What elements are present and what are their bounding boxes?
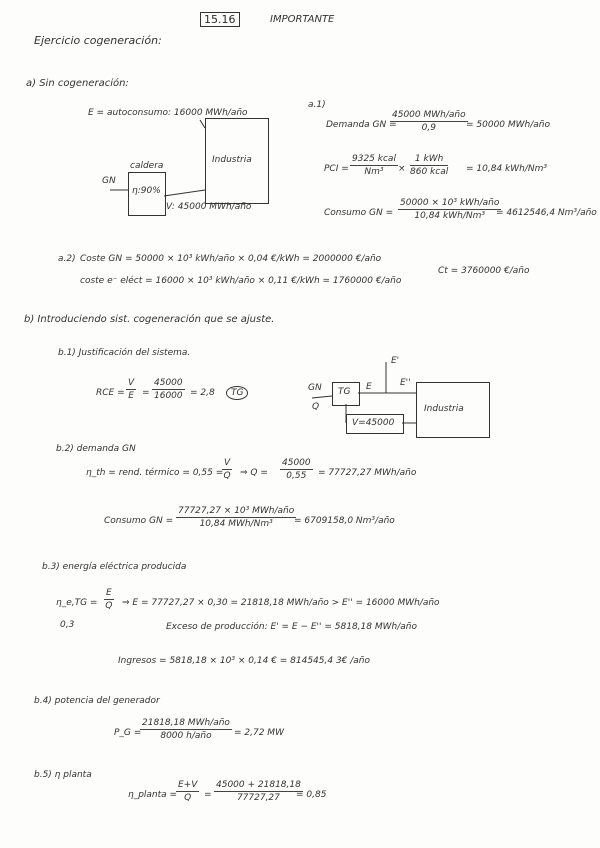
b4-label: b.4) potencia del generador [34,696,160,706]
industry-label-b: Industria [424,404,464,414]
electricity-cost: coste e⁻ eléct = 16000 × 10³ kWh/año × 0,11 €/kWh = 1760000 €/año [80,276,402,286]
gn-demand-num: 45000 MWh/año [392,110,466,120]
thermal-num-1: V [224,458,231,468]
heat-label-b: V=45000 [352,418,395,428]
consumption-den-a: 10,84 kWh/Nm³ [414,211,485,221]
consumption-den-b: 10,84 MWh/Nm³ [199,519,273,529]
electric-efficiency-value: 0,3 [60,620,75,630]
header-tag: IMPORTANTE [270,14,335,25]
exercise-title: Ejercicio cogeneración: [34,34,162,47]
section-b-heading: b) Introduciendo sist. cogeneración que se ajuste. [24,314,275,325]
consumption-lhs-a: Consumo GN = [324,208,394,218]
heat-arrow-a [164,190,205,196]
electric-num: E [106,588,112,598]
boiler-label: caldera [130,161,164,171]
rce-den-2: 16000 [154,391,183,401]
thermal-den-1: Q [223,471,231,481]
consumption-lhs-b: Consumo GN = [104,516,174,526]
b3-label: b.3) energía eléctrica producida [42,562,187,572]
thermal-efficiency-lhs: η_th = rend. térmico = 0,55 = [86,468,224,478]
industry-label-a: Industria [212,155,252,165]
consumption-result-a: = 4612546,4 Nm³/año [496,208,597,218]
tg-circle: TG [226,386,248,400]
pci-lhs: PCI = [324,164,349,174]
plant-efficiency-lhs: η_planta = [128,790,178,800]
plant-result: = 0,85 [296,790,327,800]
page-number: 15.16 [204,13,236,26]
plant-num-1: E+V [178,780,198,790]
generator-num: 21818,18 MWh/año [142,718,230,728]
pci-den-2: 860 kcal [410,167,449,177]
thermal-arrow: ⇒ Q = [240,468,268,478]
consumption-result-b: = 6709158,0 Nm³/año [294,516,395,526]
pci-num-1: 9325 kcal [352,154,396,164]
heat-label-a: V: 45000 MWh/año [166,202,252,212]
e-double-label: E'' [400,378,411,388]
gn-demand-result: = 50000 MWh/año [466,120,551,130]
gn-demand-lhs: Demanda GN = [326,120,397,130]
generator-den: 8000 h/año [160,731,212,741]
pci-result: = 10,84 kWh/Nm³ [466,164,547,174]
pci-num-2: 1 kWh [410,154,448,166]
boiler-efficiency: η:90% [132,186,161,196]
plant-num-2: 45000 + 21818,18 [216,780,301,790]
electricity-input-label: E = autoconsumo: 16000 MWh/año [88,108,248,118]
q-label-b: Q [312,402,320,412]
b5-label: b.5) η planta [34,770,92,780]
rce-lhs: RCE = [96,388,125,398]
rce-result: = 2,8 [190,388,215,398]
a2-label: a.2) [58,254,76,264]
a1-label: a.1) [308,100,326,110]
section-a-heading: a) Sin cogeneración: [26,78,129,89]
b2-label: b.2) demanda GN [56,444,136,454]
total-cost: Ct = 3760000 €/año [438,266,530,276]
excess-production: Exceso de producción: E' = E − E'' = 5818,18 MWh/año [166,622,417,632]
thermal-num-2: 45000 [282,458,311,468]
electric-efficiency-lhs: η_e,TG = [56,598,98,608]
generator-result: = 2,72 MW [234,728,284,738]
electricity-arrow-a [200,120,205,128]
e-prime-label: E' [391,356,400,366]
plant-eq: = [204,790,212,800]
b1-label: b.1) Justificación del sistema. [58,348,191,358]
gn-label-b: GN [308,383,322,393]
rce-den-1: E [128,391,134,401]
plant-den-1: Q [184,793,192,803]
rce-eq: = [142,388,150,398]
generator-power-lhs: P_G = [114,728,142,738]
income: Ingresos = 5818,18 × 10³ × 0,14 € = 814545,4 3€ /año [118,656,371,666]
gn-cost: Coste GN = 50000 × 10³ kWh/año × 0,04 €/kWh = 2000000 €/año [80,254,382,264]
gn-label-a: GN [102,176,116,186]
rce-num-1: V [128,378,135,388]
tg-label-b: TG [338,387,351,397]
thermal-den-2: 0,55 [286,471,307,481]
consumption-num-b: 77727,27 × 10³ MWh/año [178,506,295,516]
pci-den-1: Nm³ [364,167,384,177]
pci-times: × [398,164,406,174]
rce-num-2: 45000 [154,378,183,388]
q-arrow-b [312,396,332,398]
electric-den: Q [105,601,113,611]
electric-result: ⇒ E = 77727,27 × 0,30 = 21818,18 MWh/año > E'' = 16000 MWh/año [122,598,440,608]
e-label-b: E [366,382,372,392]
thermal-result: = 77727,27 MWh/año [318,468,417,478]
consumption-num-a: 50000 × 10³ kWh/año [400,198,500,208]
plant-den-2: 77727,27 [236,793,280,803]
gn-demand-den: 0,9 [421,123,436,133]
